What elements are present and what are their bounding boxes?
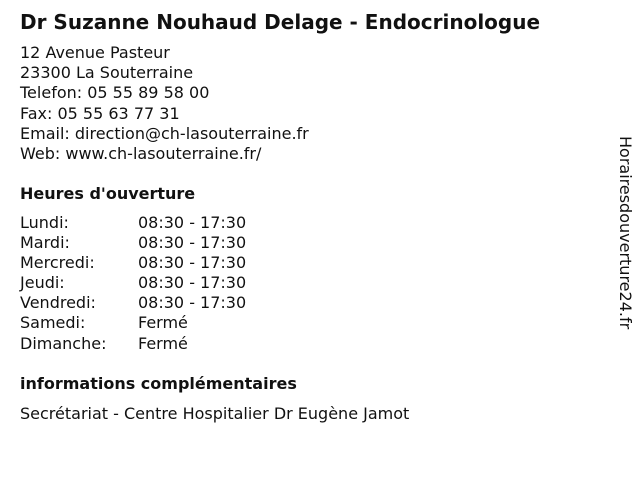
hours-value: 08:30 - 17:30 — [138, 213, 247, 232]
opening-hours-list — [20, 213, 246, 354]
hours-row — [20, 253, 246, 273]
phone-number: Telefon: 05 55 89 58 00 — [20, 83, 210, 103]
hours-row — [20, 273, 246, 293]
hours-value: 08:30 - 17:30 — [138, 273, 247, 293]
address-city: 23300 La Souterraine — [20, 63, 194, 83]
website-address: Web: www.ch-lasouterraine.fr/ — [20, 144, 262, 164]
contact-block — [20, 43, 309, 164]
info-text: Secrétariat - Centre Hospitalier Dr Eugène Jamot — [20, 404, 410, 423]
email-address: Email: direction@ch-lasouterraine.fr — [20, 123, 309, 143]
day-label: Lundi: — [20, 213, 69, 232]
page-title: Dr Suzanne Nouhaud Delage - Endocrinologue — [20, 10, 541, 34]
hours-value: 08:30 - 17:30 — [138, 293, 247, 313]
hours-row — [20, 233, 246, 253]
day-label: Jeudi: — [20, 273, 65, 293]
hours-value: Fermé — [138, 313, 188, 333]
fax-number: Fax: 05 55 63 77 31 — [20, 103, 180, 123]
hours-row — [20, 293, 246, 313]
info-heading: informations complémentaires — [20, 374, 297, 393]
hours-row — [20, 213, 246, 233]
hours-value: Fermé — [138, 333, 188, 353]
day-label: Vendredi: — [20, 293, 96, 313]
hours-value: 08:30 - 17:30 — [138, 253, 247, 273]
day-label: Mardi: — [20, 233, 70, 253]
address-street: 12 Avenue Pasteur — [20, 43, 170, 62]
site-watermark: Horairesdouverture24.fr — [616, 136, 635, 330]
day-label: Samedi: — [20, 313, 86, 333]
day-label: Mercredi: — [20, 253, 95, 273]
hours-row — [20, 334, 246, 354]
hours-value: 08:30 - 17:30 — [138, 233, 247, 253]
hours-heading: Heures d'ouverture — [20, 184, 196, 203]
hours-row — [20, 313, 246, 333]
day-label: Dimanche: — [20, 333, 107, 353]
